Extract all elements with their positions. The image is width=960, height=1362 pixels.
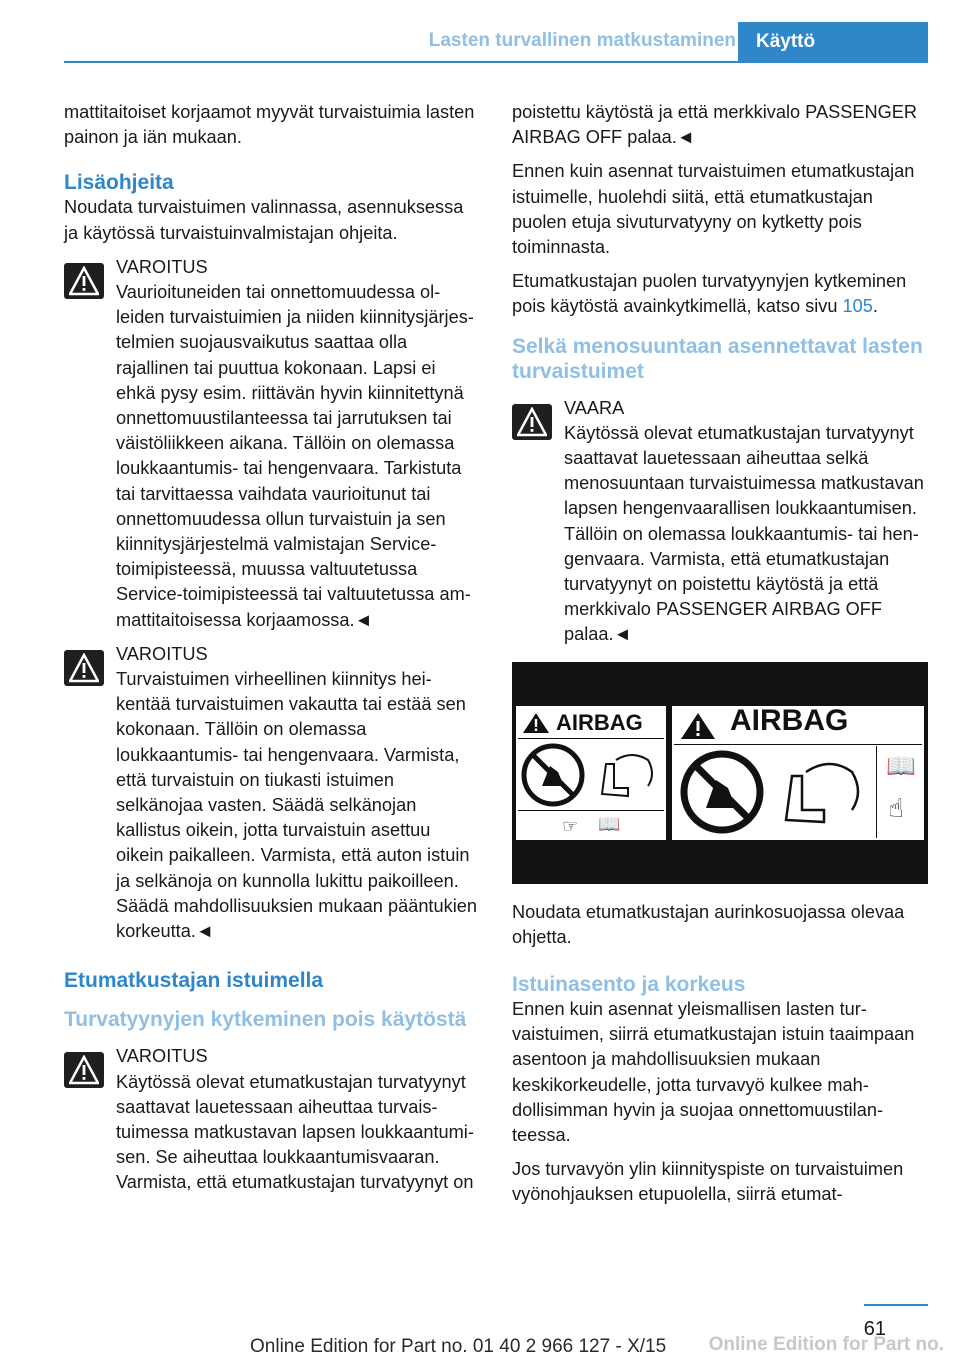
footer-rule	[864, 1304, 928, 1306]
page-reference-link[interactable]: 105	[842, 296, 873, 317]
warning-title: VAROITUS	[116, 1046, 208, 1067]
airbag-label-text: AIRBAG	[730, 703, 849, 737]
warning-text-content: Käytössä olevat etumatkustajan turvatyynyt saattavat lauetessaan aiheuttaa turvaistuimessa matkustavan lapsen loukkaantumisen. Se aiheuttaa loukkaantumisvaaran. Varmista, että etumatkustajan turvatyynyt on	[116, 1071, 474, 1193]
warning-text	[64, 280, 478, 633]
paragraph-text-end: .	[872, 296, 878, 317]
paragraph-with-link	[512, 269, 926, 319]
header-chapter-tab: Käyttö	[738, 22, 928, 62]
airbag-warning-label-image	[512, 662, 928, 884]
left-column	[64, 100, 478, 1205]
page-header	[0, 0, 960, 62]
watermark-text	[709, 1334, 944, 1356]
warning-block	[64, 255, 478, 633]
paragraph: Ennen kuin asennat turvaistuimen etumatkustajan istuimelle, huolehdi siitä, että etumatkustajan puolen etuja sivuturvatyyny on kytketty pois toiminnasta.	[512, 161, 915, 258]
watermark-visible: Online Edition for Part no.	[708, 1334, 944, 1355]
manual-icon: 📖	[598, 813, 621, 834]
header-section-title: Lasten turvallinen matkustaminen	[428, 30, 736, 51]
warning-title: VAROITUS	[116, 256, 208, 277]
danger-block	[512, 396, 926, 648]
paragraph: Jos turvavyön ylin kiinnityspiste on turvaistuimen vyönohjauksen etupuolella, siirrä etumat-	[512, 1159, 904, 1205]
warning-block	[64, 642, 478, 944]
warning-triangle-icon	[512, 404, 552, 440]
warning-triangle-icon	[64, 1052, 104, 1088]
warning-text	[64, 1070, 478, 1196]
page-number: 61	[863, 1318, 886, 1340]
airbag-deploy-icon	[592, 744, 662, 806]
warning-block	[64, 1044, 478, 1195]
heading-istuinasento: Istuinasento ja korkeus	[512, 973, 746, 997]
heading-lisaohjeita: Lisäohjeita	[64, 171, 174, 195]
warning-text-content: Turvaistuimen virheellinen kiinnitys heikentää turvaistuimen vakautta tai estää sen kokonaan. Tällöin on olemassa loukkaantumis- tai hengenvaara. Varmista, että turvaistuin on tiukasti istuimen selkänojaa vasten. Säädä selkänojan kallistus oikein, jotta turvaistuin asettuu oikein paikalleen. Varmista, että auton istuin ja selkänoja on kunnolla lukittu paikoilleen. Säädä mahdollisuuksien mukaan pääntukien korkeutta.◄	[116, 669, 477, 942]
airbag-deploy-icon	[772, 750, 872, 834]
no-child-seat-icon	[676, 748, 768, 836]
paragraph: poistettu käytöstä ja että merkkivalo PASSENGER AIRBAG OFF palaa.◄	[512, 102, 918, 148]
paragraph: Noudata etumatkustajan aurinkosuojassa olevaa ohjetta.	[512, 901, 905, 947]
no-child-seat-icon	[520, 742, 586, 808]
header-rule	[64, 61, 928, 63]
airbag-label-large	[672, 703, 924, 840]
airbag-label-small	[516, 706, 666, 840]
manual-icon: 📖	[886, 752, 916, 780]
right-column	[512, 100, 926, 1217]
danger-title: VAARA	[564, 397, 625, 418]
danger-text-content: Käytössä olevat etumatkustajan turvatyynyt saattavat lauetessaan aiheuttaa selkä menosuuntaan turvaistuimessa matkustavan lapsen hengenvaarallisen loukkaantumisen. Tällöin on olemassa loukkaantumis- tai hengenvaara. Varmista, että etumatkustajan turvatyynyt on poistettu käytöstä ja että merkkivalo PASSENGER AIRBAG OFF palaa.◄	[564, 422, 924, 645]
paragraph: mattitaitoiset korjaamot myyvät turvaistuimia lasten painon ja iän mukaan.	[64, 102, 475, 148]
airbag-label-text: AIRBAG	[556, 709, 643, 735]
warning-text	[64, 667, 478, 944]
paragraph: Noudata turvaistuimen valinnassa, asennuksessa ja käytössä turvaistuinvalmistajan ohjeita.	[64, 197, 464, 243]
paragraph: Ennen kuin asennat yleismallisen lasten turvaistuimen, siirrä etumatkustajan istuin taaimpaan asentoon ja mahdollisuuksien mukaan keskikorkeudelle, jotta turvavyö kulkee mahdollisimman hyvin ja suojaa onnettomuustilanteessa.	[512, 999, 915, 1146]
heading-turvatyynyjen-kytkeminen: Turvatyynyjen kytkeminen pois käytöstä	[64, 1008, 467, 1032]
warning-triangle-icon	[522, 712, 550, 734]
hand-icon: ☞	[562, 815, 579, 836]
warning-triangle-icon	[680, 712, 716, 740]
paragraph-text: Etumatkustajan puolen turvatyynyjen kytkeminen pois käytöstä avainkytkimellä, katso sivu	[512, 271, 907, 317]
heading-selka-menosuuntaan: Selkä menosuuntaan asennettavat lasten turvaistuimet	[512, 334, 923, 383]
edition-text: Online Edition for Part no. 01 40 2 966 127 - X/15	[250, 1336, 667, 1357]
hand-icon: ☝	[888, 792, 904, 823]
warning-title: VAROITUS	[116, 643, 208, 664]
heading-etumatkustajan-istuimella: Etumatkustajan istuimella	[64, 969, 324, 993]
danger-text	[512, 421, 926, 648]
warning-triangle-icon	[64, 263, 104, 299]
warning-text-content: Vaurioituneiden tai onnettomuudessa olleiden turvaistuimien ja niiden kiinnitysjärjestelmien suojausvaikutus saattaa olla rajallinen tai puuttua kokonaan. Lapsi ei ehkä pysy esim. riittävän hyvin kiinnitettynä onnettomuustilanteessa tai jarrutuksen tai väistöliikkeen aikana. Tällöin on olemassa loukkaantumis- tai hengenvaara. Tarkistuta tai tarvittaessa vaihdata vaurioitunut tai onnettomuudessa ollun turvaistuin ja sen kiinnitysjärjestelmä valmistajan Service-toimipisteessä, muussa valtuutetussa Service-toimipisteessä tai valtuutetussa ammattitaitoisessa korjaamossa.◄	[116, 282, 474, 630]
warning-triangle-icon	[64, 650, 104, 686]
